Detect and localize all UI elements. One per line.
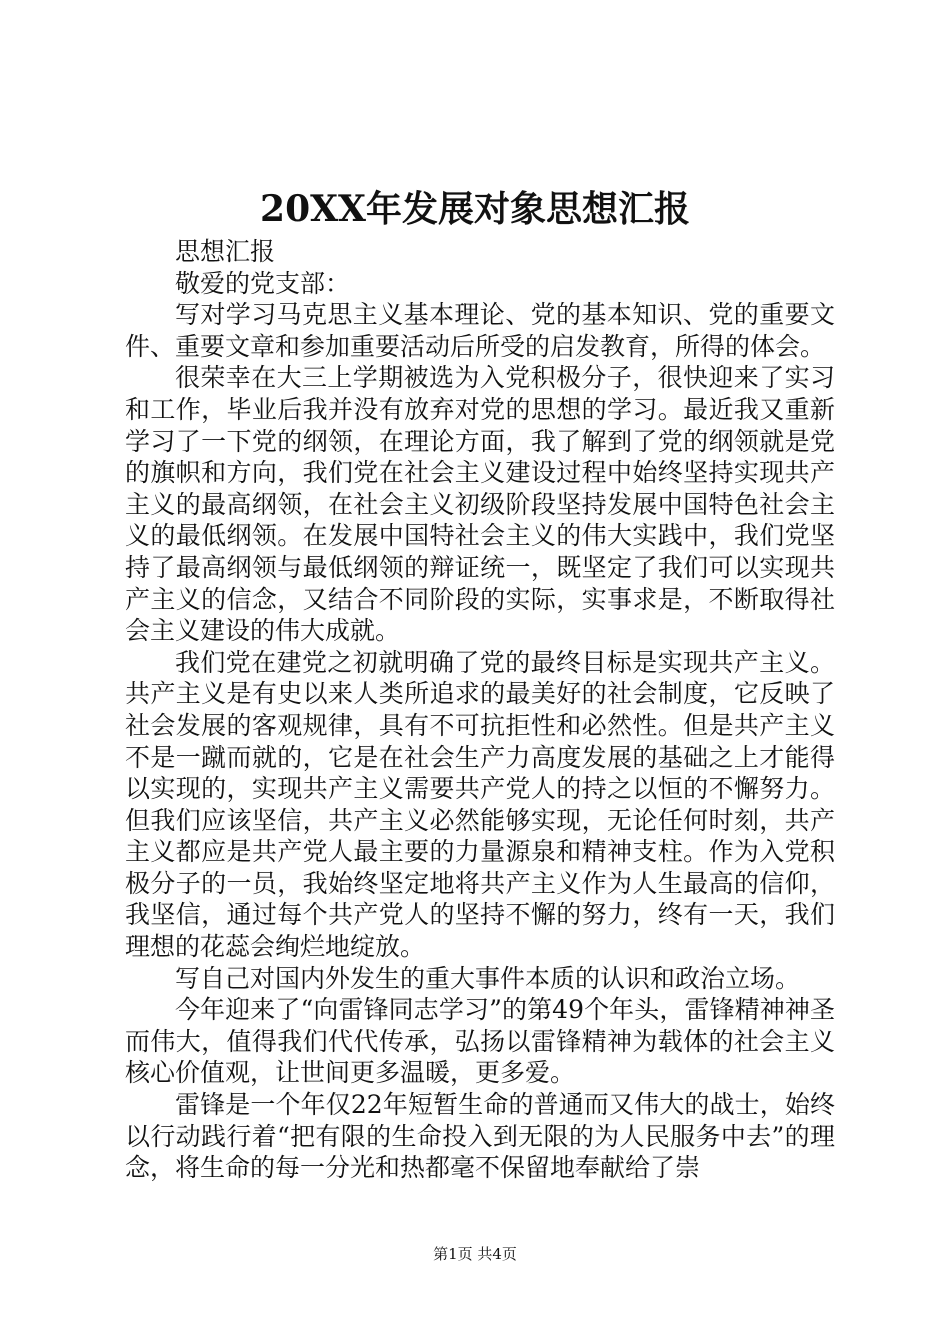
paragraph: 我们党在建党之初就明确了党的最终目标是实现共产主义。共产主义是有史以来人类所追求的最美好的社会制度，它反映了社会发展的客观规律，具有不可抗拒性和必然性。但是共产主义不是一蹴而就的，它是在社会生产力高度发展的基础之上才能得以实现的，实现共产主义需要共产党人的持之以恒的不懈努力。但我们应该坚信，共产主义必然能够实现，无论任何时刻，共产主义都应是共产党人最主要的力量源泉和精神支柱。作为入党积极分子的一员，我始终坚定地将共产主义作为人生最高的信仰，我坚信，通过每个共产党人的坚持不懈的努力，终有一天，我们理想的花蕊会绚烂地绽放。 bbox=[125, 647, 835, 962]
paragraph: 写自己对国内外发生的重大事件本质的认识和政治立场。 bbox=[175, 963, 801, 993]
paragraph: 雷锋是一个年仅22年短暂生命的普通而又伟大的战士，始终以行动践行着“把有限的生命投入到无限的为人民服务中去”的理念，将生命的每一分光和热都毫不保留地奉献给了崇 bbox=[125, 1090, 835, 1183]
paragraph: 今年迎来了“向雷锋同志学习”的第49个年头，雷锋精神神圣而伟大，值得我们代代传承，弘扬以雷锋精神为载体的社会主义核心价值观，让世间更多温暖，更多爱。 bbox=[125, 995, 835, 1088]
paragraph: 很荣幸在大三上学期被选为入党积极分子，很快迎来了实习和工作，毕业后我并没有放弃对党的思想的学习。最近我又重新学习了一下党的纲领，在理论方面，我了解到了党的纲领就是党的旗帜和方向，我们党在社会主义建设过程中始终坚持实现共产主义的最高纲领，在社会主义初级阶段坚持发展中国特色社会主义的最低纲领。在发展中国特社会主义的伟大实践中，我们党坚持了最高纲领与最低纲领的辩证统一，既坚定了我们可以实现共产主义的信念，又结合不同阶段的实际，实事求是，不断取得社会主义建设的伟大成就。 bbox=[125, 363, 835, 646]
page-footer: 第1页 共4页 bbox=[433, 1245, 517, 1263]
document-body bbox=[125, 236, 835, 1184]
paragraph: 写对学习马克思主义基本理论、党的基本知识、党的重要文件、重要文章和参加重要活动后所受的启发教育，所得的体会。 bbox=[125, 300, 835, 361]
paragraph: 敬爱的党支部： bbox=[175, 268, 351, 298]
document-title: 20XX年发展对象思想汇报 bbox=[260, 188, 690, 230]
paragraph: 思想汇报 bbox=[175, 237, 276, 266]
